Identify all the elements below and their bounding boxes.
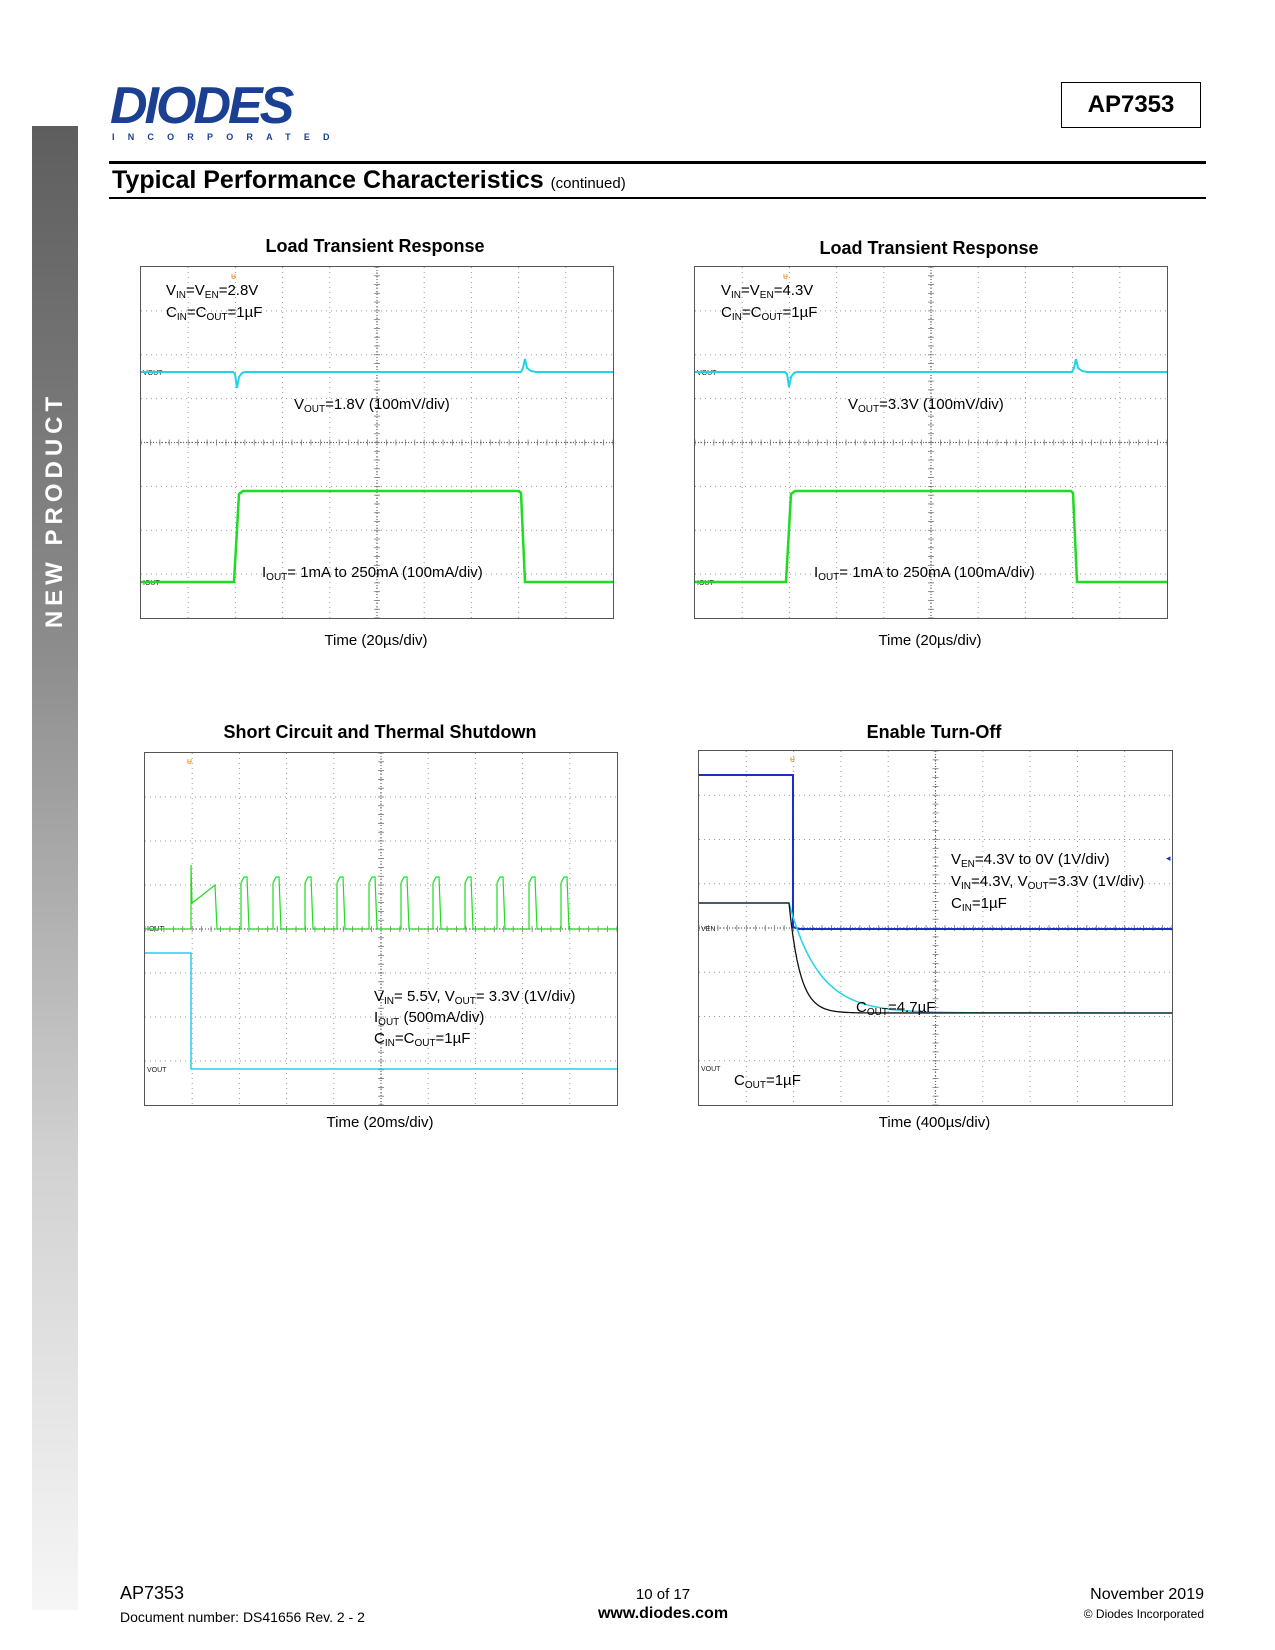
- chart1-conditions: [166, 280, 262, 324]
- header-rule-top: [109, 161, 1206, 164]
- chart3-cond-line1: $V_{IN}= 5.5V$, $V_{OUT}= 3.3V$ (1V/div): [374, 988, 576, 1007]
- chart4-cond-line1: $V_{EN}=4.3V$ to 0V (1V/div): [951, 851, 1110, 870]
- chart3-ch-vout: VOUT: [147, 1067, 167, 1074]
- chart1-trigger-marker: ᵾ: [231, 271, 236, 281]
- chart2-conditions: [721, 280, 817, 324]
- chart3-conditions: [374, 986, 576, 1049]
- chart2-cond-line1: $V_{IN}=V_{EN}=4.3V$: [721, 282, 814, 301]
- chart3-cond-line3: $C_{IN}=C_{OUT}=1\mu F$: [374, 1030, 471, 1049]
- sidebar-band: [32, 126, 78, 1610]
- chart2-title: Load Transient Response: [819, 238, 1039, 258]
- logo-wordmark: DIODES: [110, 77, 292, 135]
- chart2-vout-label: $V_{OUT}=3.3V$ (100mV/div): [848, 396, 1004, 415]
- chart2-cond-line2: $C_{IN}=C_{OUT}=1\mu F$: [721, 304, 818, 323]
- chart4-xlabel: Time (400µs/div): [878, 1114, 991, 1131]
- chart4-trigger-marker: ᵾ: [790, 754, 795, 764]
- logo-tagline: INCORPORATED: [112, 132, 343, 142]
- chart3-ch-iout: IOUT: [147, 926, 164, 933]
- footer-doc-number: Document number: DS41656 Rev. 2 - 2: [120, 1609, 365, 1625]
- chart4-ven-ref-marker: ◂: [1166, 853, 1171, 863]
- sidebar-label: NEW PRODUCT: [41, 391, 68, 629]
- chart4-cout-big-label: $C_{OUT}=4.7\mu F$: [856, 999, 936, 1018]
- chart2-iout-label: $I_{OUT}= 1mA$ to 250mA (100mA/div): [814, 564, 1035, 583]
- chart2-trigger-marker: ᵾ: [783, 271, 788, 281]
- chart1-ch-vout: VOUT: [143, 370, 163, 377]
- chart3-cond-line2: $I_{OUT}$ (500mA/div): [374, 1009, 485, 1028]
- chart1-cond-line1: $V_{IN}=V_{EN}=2.8V$: [166, 282, 259, 301]
- chart3-plot: [145, 753, 617, 1105]
- section-title: [112, 166, 626, 195]
- chart2-ch-iout: IOUT: [697, 580, 714, 587]
- header-rule-bottom: [109, 197, 1206, 199]
- chart1-ch-iout: IOUT: [143, 580, 160, 587]
- chart3-xlabel: Time (20ms/div): [326, 1114, 434, 1131]
- footer-date: November 2019: [1090, 1586, 1204, 1603]
- chart2-ch-vout: VOUT: [697, 370, 717, 377]
- section-title-text: Typical Performance Characteristics: [112, 166, 544, 194]
- chart3-scope: [144, 752, 618, 1106]
- chart1-cond-line2: $C_{IN}=C_{OUT}=1\mu F$: [166, 304, 263, 323]
- chart4-ch-vout: VOUT: [701, 1066, 721, 1073]
- chart4-ch-ven: VEN: [701, 926, 716, 933]
- diodes-logo: [110, 77, 343, 146]
- part-number-box: AP7353: [1061, 82, 1201, 128]
- chart4-cond-line2: $V_{IN}=4.3V$, $V_{OUT}=3.3V$ (1V/div): [951, 873, 1145, 892]
- footer-url[interactable]: www.diodes.com: [597, 1605, 729, 1622]
- chart4-title: Enable Turn-Off: [866, 722, 1002, 742]
- chart1-xlabel: Time (20µs/div): [324, 632, 428, 649]
- chart1-iout-label: $I_{OUT}= 1mA$ to 250mA (100mA/div): [262, 564, 483, 583]
- section-title-note: (continued): [550, 175, 626, 192]
- chart2-xlabel: Time (20µs/div): [878, 632, 982, 649]
- chart1-title: Load Transient Response: [265, 236, 485, 256]
- footer-copyright: © Diodes Incorporated: [1083, 1607, 1204, 1621]
- chart4-scope: [698, 750, 1173, 1106]
- chart4-conditions: [951, 849, 1144, 915]
- chart3-trigger-marker: ᵾ: [187, 756, 192, 766]
- chart4-cond-line3: $C_{IN}=1\mu F$: [951, 895, 1007, 914]
- footer-page: 10 of 17: [635, 1586, 691, 1603]
- chart1-vout-label: $V_{OUT}=1.8V$ (100mV/div): [294, 396, 450, 415]
- footer-part: AP7353: [120, 1583, 185, 1603]
- chart3-title: Short Circuit and Thermal Shutdown: [223, 722, 537, 742]
- chart4-cout-small-label: $C_{OUT}=1\mu F$: [734, 1072, 801, 1091]
- chart4-plot: [699, 751, 1172, 1105]
